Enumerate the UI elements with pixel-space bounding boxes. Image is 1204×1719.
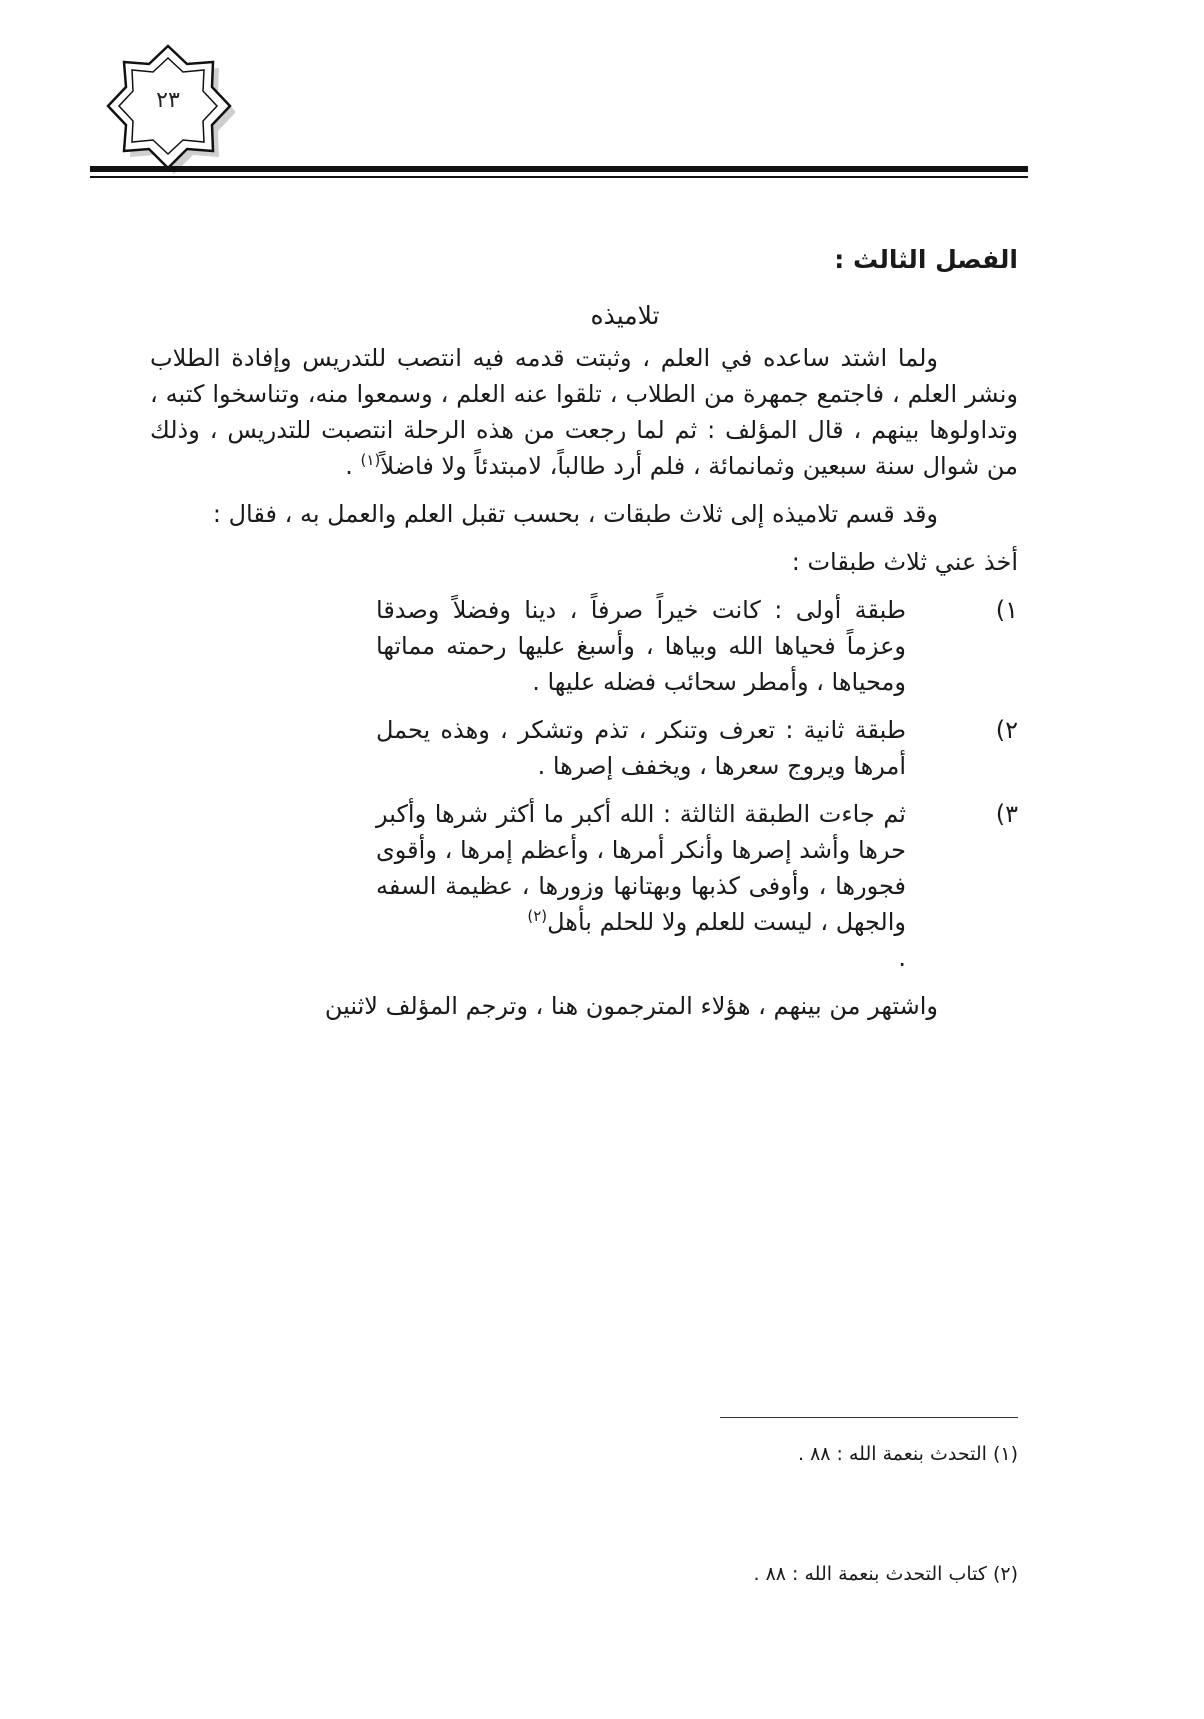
- list-item-3-tail: .: [898, 944, 906, 972]
- paragraph-classes: وقد قسم تلاميذه إلى ثلاث طبقات ، بحسب تقبل العلم والعمل به ، فقال :: [212, 500, 938, 528]
- footnote-ref-2: (٢): [527, 907, 548, 925]
- list-item-number: ١): [995, 596, 1018, 624]
- footnote-rule: [720, 1417, 1018, 1418]
- paragraph-intro-text: ولما اشتد ساعده في العلم ، وثبتت قدمه فيه انتصب للتدريس وإفادة الطلاب ونشر العلم ، فاجتمع جمهرة من الطلاب ، تلقوا عنه العلم ، وسمعوا منه، وتناسخوا كتبه ، وتداولوها بينهم ، قال المؤلف : ثم لما رجعت من هذه الرحلة انتصبت للتدريس ، وذلك من شوال سنة سبعين وثمانمائة ، فلم أرد طالباً، لامبتدئاً ولا فاضلاً: [150, 344, 1018, 480]
- list-item-number: ٢): [995, 716, 1018, 744]
- list-item-text: طبقة ثانية : تعرف وتنكر ، تذم وتشكر ، وهذه يحمل أمرها ويروج سعرها ، ويخفف إصرها .: [376, 716, 906, 780]
- section-title: تلاميذه: [590, 301, 660, 330]
- chapter-heading: الفصل الثالث :: [834, 245, 1018, 274]
- header-rule-thick: [90, 166, 1028, 172]
- list-item-3-body: ثم جاءت الطبقة الثالثة : الله أكبر ما أكثر شرها وأكبر حرها وأشد إصرها وأنكر أمرها ، وأعظم إمرها ، وأقوى فجورها ، وأوفى كذبها وبهتانها وزورها ، عظيمة السفه والجهل ، ليست للعلم ولا للحلم بأهل: [376, 800, 906, 936]
- list-item: [150, 796, 1018, 976]
- tiers-list: [150, 592, 1018, 976]
- list-item: [150, 592, 1018, 700]
- footnote-1: (١) التحدث بنعمة الله : ٨٨ .: [798, 1443, 1018, 1465]
- paragraph-intro: [150, 340, 1018, 484]
- header-rule-thin: [90, 176, 1028, 178]
- footnote-ref-1: (١): [360, 451, 381, 469]
- page-number: ٢٣: [156, 88, 180, 113]
- footnote-2: (٢) كتاب التحدث بنعمة الله : ٨٨ .: [753, 1563, 1018, 1585]
- closing-line: واشتهر من بينهم ، هؤلاء المترجمون هنا ، وترجم المؤلف لاثنين: [324, 992, 938, 1020]
- list-item: [150, 712, 1018, 784]
- paragraph-intro-end: .: [345, 452, 361, 480]
- page-body: [150, 242, 1018, 1024]
- list-item-text: طبقة أولى : كانت خيراً صرفاً ، دينا وفضلاً وصدقا وعزماً فحياها الله وبياها ، وأسبغ عليها رحمته مماتها ومحياها ، وأمطر سحائب فضله عليها .: [376, 596, 906, 696]
- page-number-badge: [104, 42, 242, 180]
- list-item-number: ٣): [995, 800, 1018, 828]
- list-item-text-3: [376, 796, 906, 976]
- paragraph-list-intro: أخذ عني ثلاث طبقات :: [791, 548, 1018, 576]
